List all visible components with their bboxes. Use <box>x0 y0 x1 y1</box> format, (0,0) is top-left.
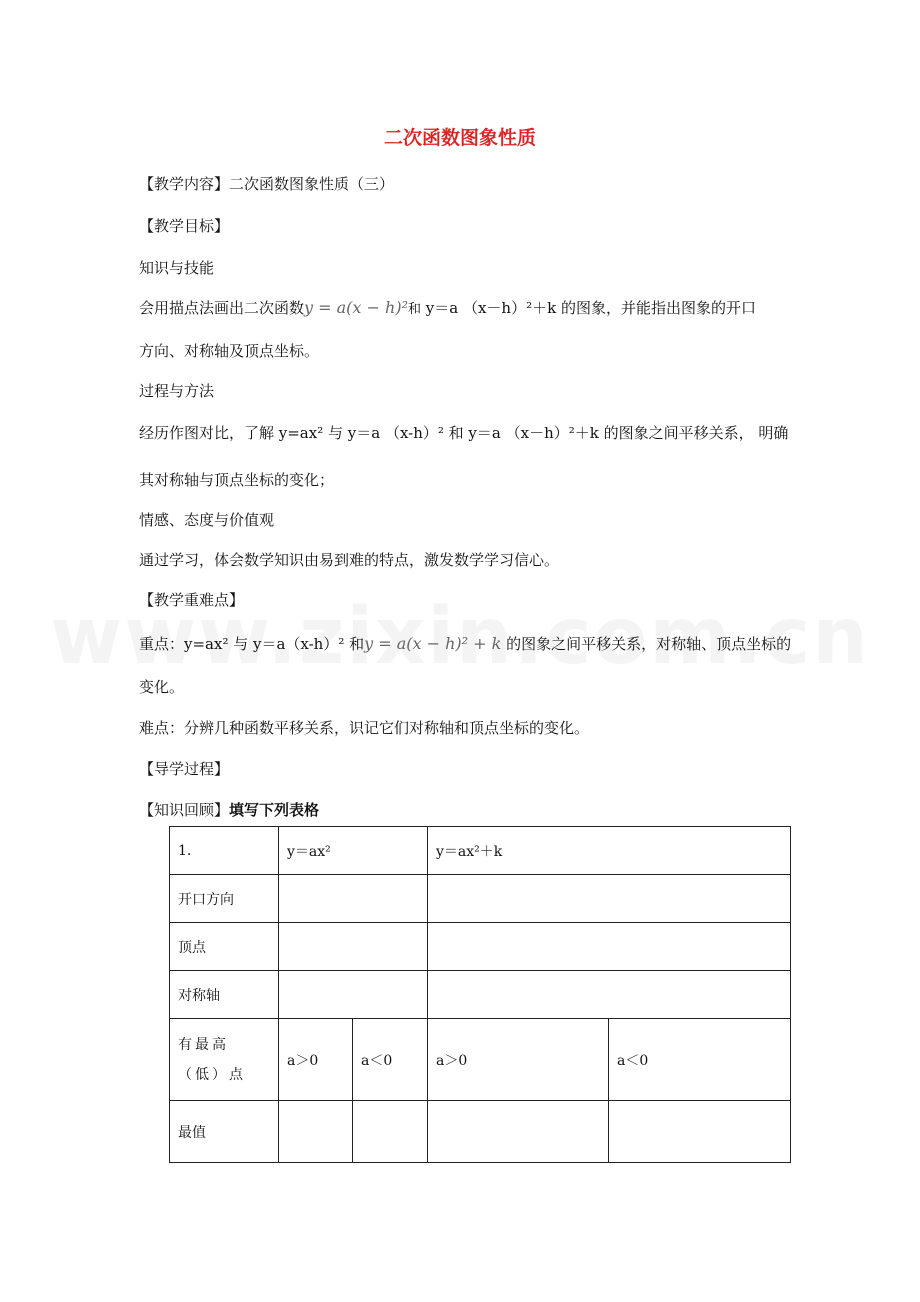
table-row <box>170 875 791 923</box>
content-line <box>139 174 394 194</box>
answer-cell[interactable] <box>279 971 428 1019</box>
knowledge-text-b: y＝a （x－h）²＋k 的图象，并能指出图象的开口 <box>421 299 756 317</box>
emotion-heading: 情感、态度与价值观 <box>139 511 275 529</box>
key-text-b: 的图象之间平移关系，对称轴、顶点坐标的 <box>501 635 792 653</box>
difficult-paragraph: 难点：分辨几种函数平移关系，识记它们对称轴和顶点坐标的变化。 <box>139 719 590 737</box>
table-row <box>170 923 791 971</box>
row-label-axis: 对称轴 <box>170 971 279 1019</box>
table-cell-number: 1. <box>170 827 279 875</box>
answer-cell[interactable] <box>279 875 428 923</box>
emotion-paragraph: 通过学习，体会数学知识由易到难的特点，激发数学学习信心。 <box>139 551 560 569</box>
goals-heading: 【教学目标】 <box>139 217 230 235</box>
formula-vertex-form-k: y = a(x − h)² + k <box>364 634 502 653</box>
knowledge-paragraph-1 <box>139 298 756 320</box>
knowledge-and: 和 <box>407 302 421 317</box>
table-row <box>170 827 791 875</box>
knowledge-heading: 知识与技能 <box>139 259 215 277</box>
answer-cell[interactable] <box>353 1101 428 1163</box>
key-text-a: 重点：y=ax² 与 y＝a（x-h）² 和 <box>139 635 365 653</box>
answer-cell[interactable] <box>279 1101 353 1163</box>
row-label-opening: 开口方向 <box>170 875 279 923</box>
sign-cell-a-pos: a＞0 <box>279 1019 353 1101</box>
table-header-ax2: y＝ax² <box>279 827 428 875</box>
row-label-extreme-point: 有最高（低）点 <box>170 1019 279 1101</box>
formula-vertex-form: y = a(x − h)² <box>304 298 408 317</box>
content-text: 二次函数图象性质（三） <box>229 175 395 193</box>
review-heading <box>139 800 319 820</box>
key-paragraph-2: 变化。 <box>139 678 185 696</box>
table-row <box>170 971 791 1019</box>
answer-cell[interactable] <box>428 1101 609 1163</box>
sign-cell-a-neg: a＜0 <box>353 1019 428 1101</box>
key-heading: 【教学重难点】 <box>139 591 245 609</box>
sign-cell-a-neg-k: a＜0 <box>609 1019 791 1101</box>
table-row <box>170 1101 791 1163</box>
row-label-extreme-value: 最值 <box>170 1101 279 1163</box>
review-text: 填写下列表格 <box>229 801 320 819</box>
answer-cell[interactable] <box>428 971 791 1019</box>
knowledge-paragraph-2: 方向、对称轴及顶点坐标。 <box>139 342 320 360</box>
answer-cell[interactable] <box>279 923 428 971</box>
knowledge-text-a: 会用描点法画出二次函数 <box>139 299 305 317</box>
process-paragraph-2: 其对称轴与顶点坐标的变化； <box>139 471 335 489</box>
table-row <box>170 1019 791 1101</box>
answer-cell[interactable] <box>428 923 791 971</box>
process-paragraph-1: 经历作图对比，了解 y=ax² 与 y＝a （x-h）² 和 y＝a （x－h）²＋k 的图象之间平移关系， 明确 <box>139 424 789 442</box>
review-table <box>169 826 791 1163</box>
key-paragraph-1 <box>139 634 791 654</box>
guide-heading: 【导学过程】 <box>139 760 230 778</box>
page-title: 二次函数图象性质 <box>383 127 536 149</box>
process-heading: 过程与方法 <box>139 382 215 400</box>
row-label-vertex: 顶点 <box>170 923 279 971</box>
content-label: 【教学内容】 <box>139 175 230 193</box>
answer-cell[interactable] <box>428 875 791 923</box>
table-header-ax2k: y＝ax²＋k <box>428 827 791 875</box>
sign-cell-a-pos-k: a＞0 <box>428 1019 609 1101</box>
answer-cell[interactable] <box>609 1101 791 1163</box>
review-label: 【知识回顾】 <box>139 801 230 819</box>
